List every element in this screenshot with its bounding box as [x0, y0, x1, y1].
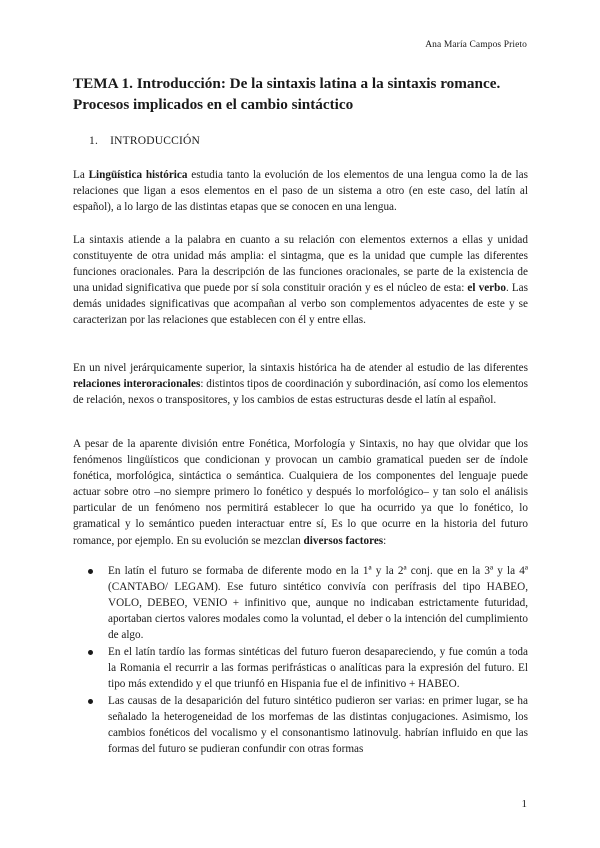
section-heading — [89, 135, 200, 147]
list-item — [73, 693, 528, 757]
p3-text-start: En un nivel jerárquicamente superior, la sintaxis histórica ha de atender al estudio de las diferentes — [73, 362, 528, 374]
bullet-icon — [88, 699, 93, 704]
header-author: Ana María Campos Prieto — [425, 40, 527, 50]
p2-bold-term: el verbo — [467, 282, 506, 295]
title-line-1: TEMA 1. Introducción: De la sintaxis latina a la sintaxis romance. — [73, 75, 501, 92]
bullet-list — [73, 563, 528, 758]
p1-text-start: La — [73, 169, 89, 181]
paragraph-3 — [73, 360, 528, 408]
p2-text-start: La sintaxis atiende a la palabra en cuanto a su relación con elementos externos a ellas y unidad constituyente de otra unidad más amplia: el sintagma, que es la unidad que cumple las diferentes funciones oracionales. Para la descripción de las funciones oracionales, se parte de la existencia de una unidad significativa que puede por sí sola constituir oración y es el núcleo de esta: — [73, 234, 528, 295]
bullet-icon — [88, 569, 93, 574]
title-line-2: Procesos implicados en el cambio sintáctico — [73, 96, 354, 113]
paragraph-1 — [73, 167, 528, 215]
p3-bold-term: relaciones interoracionales — [73, 378, 201, 391]
p1-bold-term: Lingüística histórica — [88, 169, 188, 181]
p4-bold-term: diversos factores — [303, 534, 384, 547]
list-item — [73, 644, 528, 692]
paragraph-4 — [73, 436, 528, 549]
p3-text-end: : distintos tipos de coordinación y subordinación, así como los elementos de relación, nexos o transpositores, y los cambios de estas estructuras desde el latín al español. — [73, 378, 528, 407]
list-item-text: Las causas de la desaparición del futuro sintético pudieron ser varias: en primer lugar, se ha señalado la heterogeneidad de los morfemas de las distintas conjugaciones. Asimismo, los cambios fonéticos del vocalismo y el consonantismo latinovulg. habrían influido en que las formas del futuro se pudieran confundir con otras formas — [108, 694, 528, 756]
p1-text-end: estudia tanto la evolución de los elementos de una lengua como la de las relaciones que ligan a esos elementos en el paso de un sistema a otro (en este caso, del latín al español), a lo largo de las distintas etapas que se conocen en una lengua. — [73, 169, 528, 214]
p4-text-start: A pesar de la aparente división entre Fonética, Morfología y Sintaxis, no hay que olvidar que los fenómenos lingüísticos que condicionan y provocan un cambio gramatical pueden ser de índole fonética, morfológica, sintáctica o semántica. Cualquiera de los componentes del lenguaje puede actuar sobre otro –no siempre primero lo fonético y después lo morfológico– y tan solo el análisis particular de un fenómeno nos permitirá establecer lo que ha ocurrido ya que lo fonético, lo gramatical y lo semántico pueden interactuar entre sí, Es lo que ocurre en la historia del futuro romance, por ejemplo. En su evolución se mezclan — [73, 438, 528, 547]
section-number: 1. — [89, 135, 99, 147]
section-label: INTRODUCCIÓN — [110, 135, 201, 147]
p2-text-end: . Las demás unidades significativas que acompañan al verbo son complementos adyacentes de este y se caracterizan por las relaciones que establecen con él y entre ellas. — [73, 282, 528, 327]
list-item-text: En latín el futuro se formaba de diferente modo en la 1ª y la 2ª conj. que en la 3ª y la 4ª (CANTABO/ LEGAM). Ese futuro sintético convivía con perífrasis del tipo HABEO, VOLO, DEBEO, VENIO + infinitivo que, aunque no indicaban estrictamente futuridad, aportaban ciertos valores modales como la voluntad, el deber o la intención del cumplimiento de algo. — [108, 565, 528, 642]
list-item-text: En el latín tardío las formas sintéticas del futuro fueron desapareciendo, y fue común a toda la Romania el recurrir a las formas perifrásticas o analíticas para la expresión del futuro. El tipo más extendido y el que triunfó en Hispania fue el de infinitivo + HABEO. — [108, 645, 528, 691]
page-title — [73, 73, 533, 115]
bullet-icon — [88, 650, 93, 655]
page-number: 1 — [521, 798, 527, 810]
p4-text-end: : — [383, 534, 387, 547]
paragraph-2 — [73, 232, 528, 329]
list-item — [73, 563, 528, 643]
